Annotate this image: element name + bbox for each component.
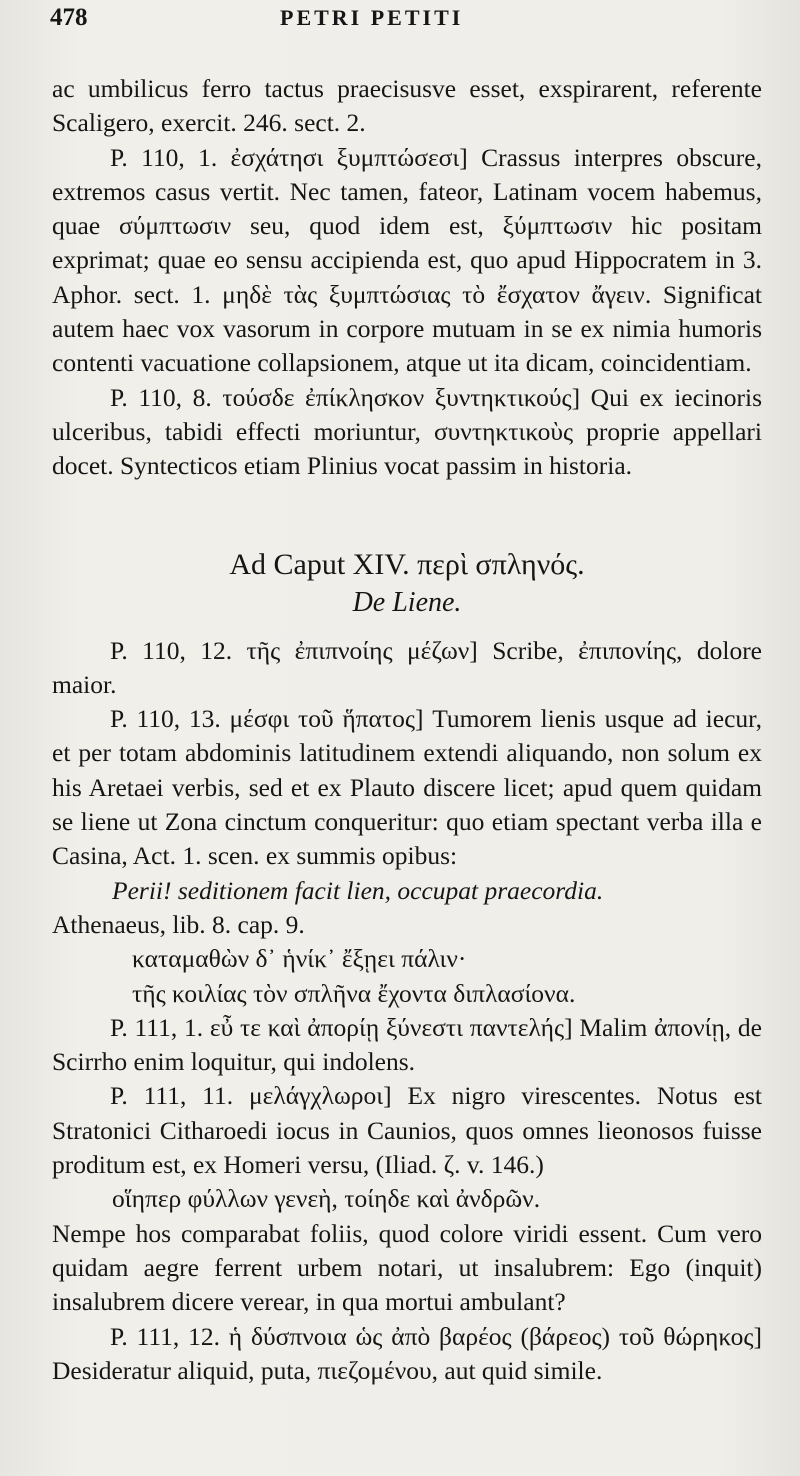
paragraph: P. 110, 8. τούσδε ἐπίκλησκον ξυντηκτικούς] Qui ex iecinoris ulceribus, tabidi effecti moriuntur, συντηκτικοὺς proprie appellari docet. Syntecticos etiam Plinius vocat passim in historia. (52, 382, 762, 481)
greek-verse: τῆς κοιλίας τὸν σπλῆνα ἔχοντα διπλασίονα. (132, 978, 576, 1008)
paragraph: P. 110, 13. μέσφι τοῦ ἥπατος] Tumorem lienis usque ad iecur, et per totam abdominis latitudinem extendi aliquando, non solum ex his Aretaei verbis, sed et ex Plauto discere licet; apud quem quidam se liene ut Zona cinctum conqueritur: quo etiam spectant verba illa e Casina, Act. 1. scen. ex summis opibus: (52, 704, 762, 871)
greek-verse: καταμαθὼν δ᾽ ἡνίκ᾽ ἔξῃει πάλιν· (132, 944, 467, 974)
page-header (52, 4, 762, 44)
running-title: PETRI PETITI (280, 5, 464, 30)
paragraph: P. 111, 1. εὖ τε καὶ ἀπορίῃ ξύνεστι παντελής] Malim ἀπονίῃ, de Scirrho enim loquitur, qui indolens. (52, 1012, 762, 1077)
paragraph: Nempe hos comparabat foliis, quod colore viridi essent. Cum vero quidam aegre ferrent urbem notari, ut insalubrem: Ego (inquit) insalubrem dicere verear, in qua mortui ambulant? (52, 1218, 762, 1317)
paragraph: ac umbilicus ferro tactus praecisusve esset, exspirarent, referente Scaligero, exercit. 246. sect. 2. (52, 74, 762, 138)
chapter-subheading: De Liene. (352, 586, 462, 618)
paragraph: Athenaeus, lib. 8. cap. 9. (52, 909, 305, 939)
greek-verse: οἵηπερ φύλλων γενεὴ, τοίηδε καὶ ἀνδρῶν. (112, 1184, 541, 1214)
page-body (52, 72, 762, 1388)
paragraph: P. 110, 12. τῆς ἐπιπνοίης μέζων] Scribe, ἐπιπονίης, dolore maior. (52, 635, 762, 699)
paragraph: P. 111, 12. ἡ δύσπνοια ὡς ἀπὸ βαρέος (βάρεος) τοῦ θώρηκος] Desideratur aliquid, puta, πιεζομένου, aut quid simile. (52, 1321, 762, 1385)
chapter-heading: Ad Caput XIV. περὶ σπληνός. (229, 547, 585, 581)
page-number: 478 (50, 4, 88, 31)
paragraph: P. 110, 1. ἐσχάτησι ξυμπτώσεσι] Crassus interpres obscure, extremos casus vertit. Nec tamen, fateor, Latinam vocem habemus, quae σύμπτωσιν seu, quod idem est, ξύμπτωσιν hic positam exprimat; quae eo sensu accipienda est, quo apud Hippocratem in 3. Aphor. sect. 1. μηδὲ τὰς ξυμπτώσιας τὸ ἔσχατον ἄγειν. Significat autem haec vox vasorum in corpore mutuam in se ex nimia humoris contenti vacuatione collapsionem, atque ut ita dicam, coincidentiam. (52, 142, 762, 378)
verse-quote: Perii! seditionem facit lien, occupat praecordia. (112, 875, 604, 905)
paragraph: P. 111, 11. μελάγχλωροι] Ex nigro virescentes. Notus est Stratonici Citharoedi iocus in Caunios, quos omnes lieonosos fuisse proditum est, ex Homeri versu, (Iliad. ζ. v. 146.) (52, 1081, 762, 1180)
